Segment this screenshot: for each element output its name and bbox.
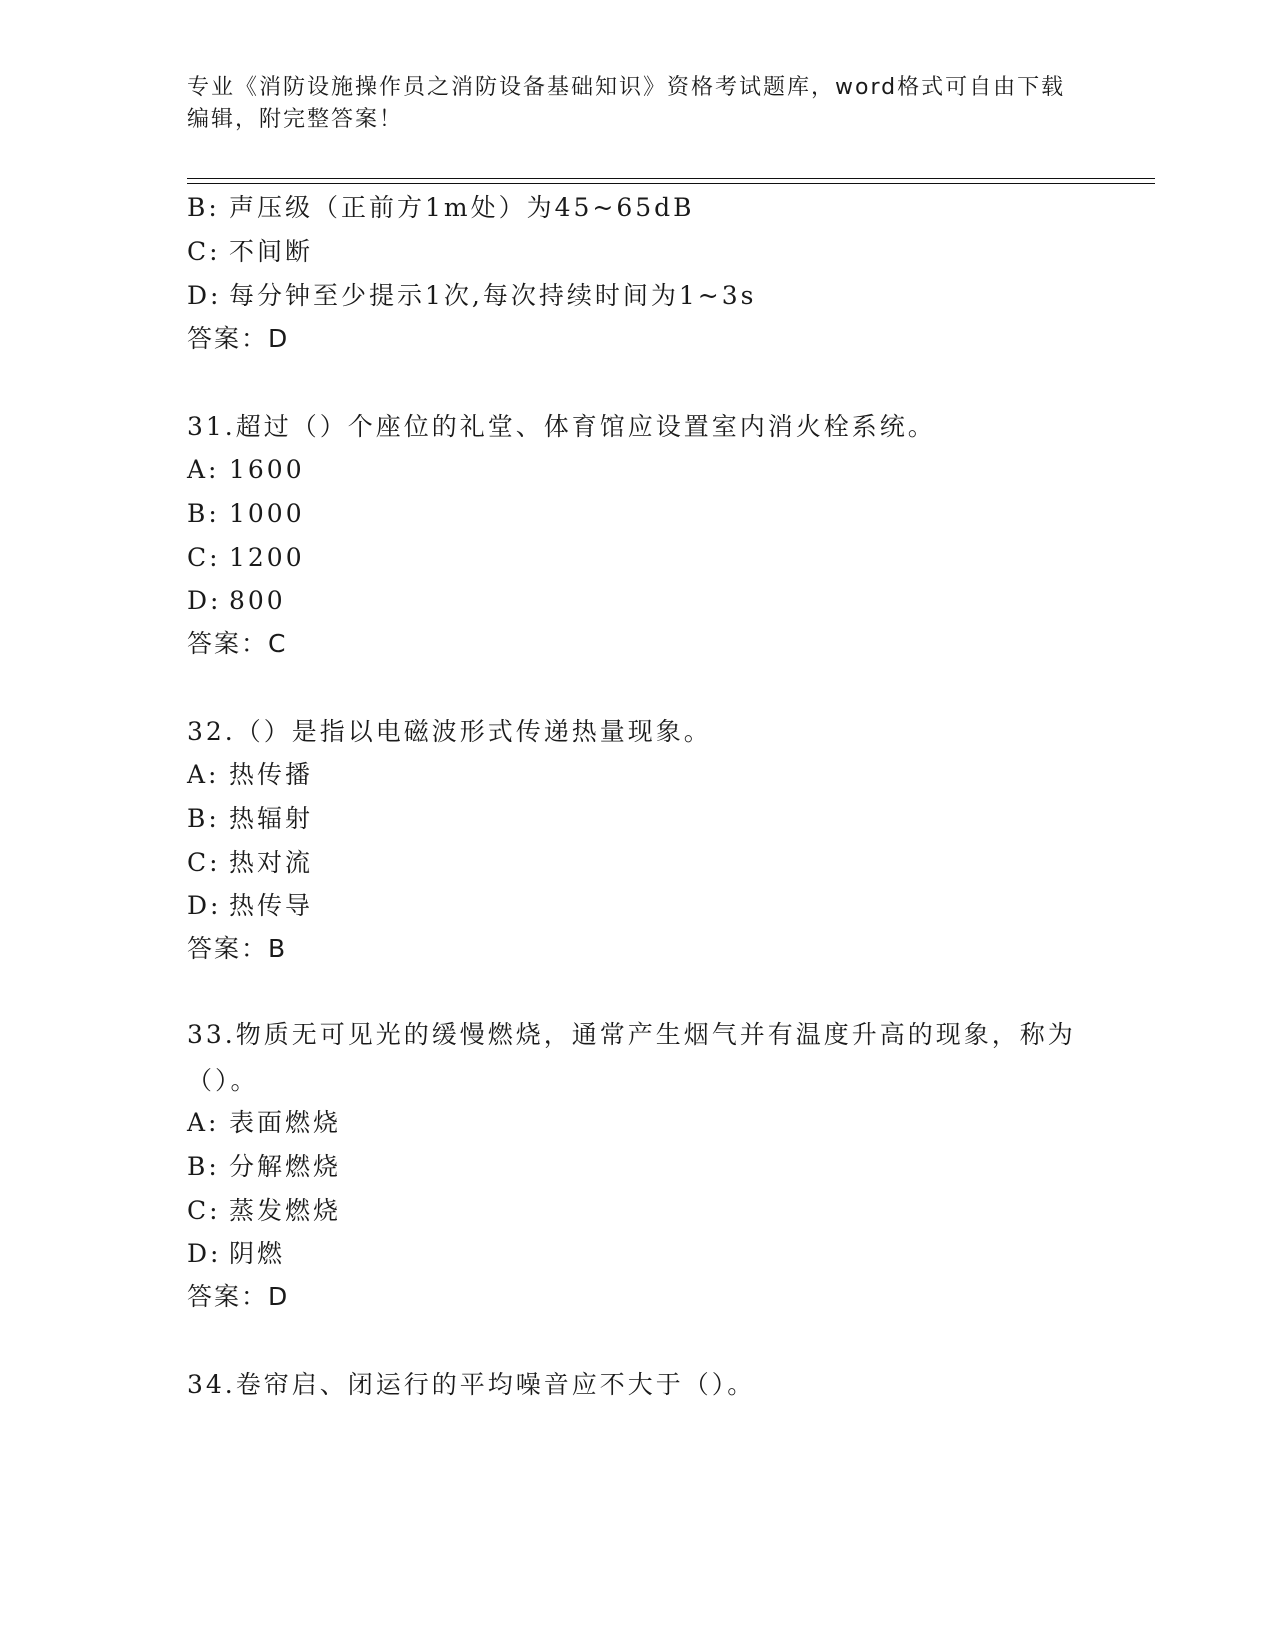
option-line	[187, 542, 305, 574]
option-line	[187, 1195, 341, 1227]
option-text: 800	[229, 586, 286, 615]
option-line	[187, 498, 305, 530]
option-letter: C:	[187, 237, 221, 266]
option-text: 分解燃烧	[229, 1152, 342, 1181]
option-letter: C:	[187, 1196, 221, 1225]
option-line	[187, 192, 695, 224]
option-text: 蒸发燃烧	[229, 1196, 342, 1225]
option-text: 每分钟至少提示1次,每次持续时间为1~3s	[229, 281, 757, 310]
header-rule-top	[187, 178, 1155, 179]
option-text: 阴燃	[229, 1239, 286, 1268]
answer-line: 答案：D	[187, 1282, 290, 1311]
option-line	[187, 847, 313, 879]
option-line	[187, 585, 286, 617]
option-letter: D:	[187, 891, 222, 920]
option-line	[187, 890, 313, 922]
answer-line: 答案：B	[187, 934, 288, 963]
answer-line: 答案：C	[187, 629, 288, 658]
option-letter: D:	[187, 281, 222, 310]
document-header: 专业《消防设施操作员之消防设备基础知识》资格考试题库，word格式可自由下载编辑，附完整答案！	[187, 75, 1066, 132]
option-text: 热传播	[229, 760, 314, 789]
question-stem: 33.物质无可见光的缓慢燃烧，通常产生烟气并有温度升高的现象，称为（）。	[187, 1020, 1076, 1095]
option-line	[187, 803, 313, 835]
option-text: 热对流	[229, 848, 314, 877]
option-line	[187, 759, 313, 791]
option-text: 1600	[229, 455, 305, 484]
option-line	[187, 1238, 285, 1270]
option-text: 1000	[229, 499, 305, 528]
option-letter: C:	[187, 543, 221, 572]
question-stem: 32.（）是指以电磁波形式传递热量现象。	[187, 717, 712, 746]
option-letter: B:	[187, 499, 220, 528]
option-letter: B:	[187, 193, 220, 222]
option-text: 不间断	[229, 237, 314, 266]
option-letter: C:	[187, 848, 221, 877]
question-stem: 31.超过（）个座位的礼堂、体育馆应设置室内消火栓系统。	[187, 412, 936, 441]
question-stem: 34.卷帘启、闭运行的平均噪音应不大于（）。	[187, 1370, 756, 1399]
option-letter: B:	[187, 804, 220, 833]
option-letter: D:	[187, 586, 222, 615]
option-line	[187, 1151, 341, 1183]
option-text: 热传导	[229, 891, 314, 920]
answer-line: 答案：D	[187, 324, 290, 353]
option-line	[187, 454, 305, 486]
option-text: 声压级（正前方1m处）为45~65dB	[229, 193, 695, 222]
option-line	[187, 1107, 341, 1139]
option-letter: A:	[187, 1108, 220, 1137]
option-text: 1200	[229, 543, 305, 572]
option-letter: A:	[187, 455, 220, 484]
option-line	[187, 280, 756, 312]
option-letter: B:	[187, 1152, 220, 1181]
option-text: 表面燃烧	[229, 1108, 342, 1137]
option-letter: A:	[187, 760, 220, 789]
option-letter: D:	[187, 1239, 222, 1268]
header-rule-bottom	[187, 183, 1155, 184]
option-line	[187, 236, 313, 268]
option-text: 热辐射	[229, 804, 314, 833]
